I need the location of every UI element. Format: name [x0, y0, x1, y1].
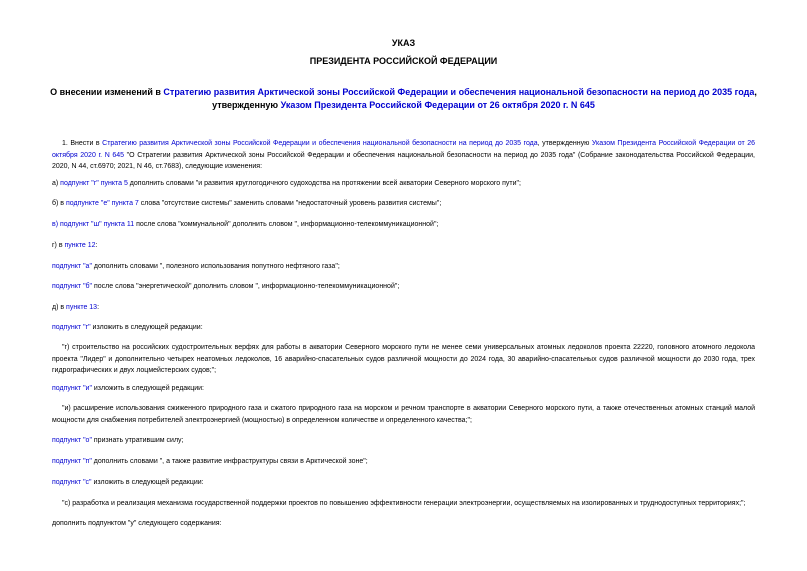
paragraph-a: [52, 178, 755, 190]
paragraph-d-u: дополнить подпунктом "у" следующего содержания:: [52, 520, 222, 527]
item1-text: "О Стратегии развития Арктической зоны Российской Федерации и обеспечения национальной безопасности на период до 2035 года" (Собрание законодательства Российской Федерации, 2020, N 44, ст.6970; 2021, N 46, ст.7683), следующие изменения:: [52, 151, 755, 170]
paragraph-text: признать утратившим силу;: [91, 437, 184, 444]
quoted-subparagraph-i: "и) расширение использования сжиженного природного газа и сжатого природного газа на морском и речном транспорте в акватории Северного морского пути, а также отечественных атомных станций малой мощности для снабжения потребителей электроэнергией (мощностью) в определенном количестве и определенного качества;";: [52, 405, 755, 424]
paragraph-text: изложить в следующей редакции:: [91, 479, 204, 486]
paragraph-g-a: [52, 261, 755, 273]
title-prefix: О внесении изменений в: [50, 87, 164, 97]
paragraph-text: изложить в следующей редакции:: [91, 385, 205, 392]
paragraph-d-p: [52, 456, 755, 468]
paragraph-text: г) в: [52, 242, 65, 249]
decree-title: [40, 86, 767, 112]
item1-text: 1. Внести в: [62, 140, 103, 147]
paragraph-text: а): [52, 180, 61, 187]
link-subparagraph-e-item-7[interactable]: подпункте "е" пункта 7: [65, 200, 139, 207]
paragraph-text: слова "отсутствие системы" заменить словами "недостаточный уровень развития системы";: [138, 200, 442, 207]
quoted-subparagraph-s: "с) разработка и реализация механизма государственной поддержки проектов по повышению эффективности генерации электроэнергии, осуществляемых на изолированных и труднодоступных территориях;";: [62, 500, 746, 507]
item1-text: , утвержденную: [537, 140, 592, 147]
paragraph-d-o: [52, 435, 755, 447]
decree-645-link[interactable]: Указом Президента Российской Федерации от 26 октября 2020 г. N 645: [280, 100, 595, 110]
item1-strategy-link[interactable]: Стратегию развития Арктической зоны Российской Федерации и обеспечения национальной безопасности на период до 2035 года: [102, 140, 538, 147]
paragraph-text: :: [95, 242, 98, 249]
paragraph-text: изложить в следующей редакции:: [90, 324, 203, 331]
paragraph-d-i-intro: [52, 383, 755, 395]
paragraph-d-s-intro: [52, 477, 755, 489]
issuer-heading: ПРЕЗИДЕНТА РОССИЙСКОЙ ФЕДЕРАЦИИ: [309, 56, 498, 66]
paragraph-text: после слова "энергетической" дополнить словом ", информационно-телекоммуникационной";: [92, 283, 400, 290]
paragraph-item-1: [52, 138, 755, 173]
link-subparagraph-sh-item-11[interactable]: в) подпункт "ш" пункта 11: [52, 221, 135, 228]
link-subparagraph-p[interactable]: подпункт "п": [52, 458, 92, 465]
decree-heading: УКАЗ: [391, 38, 416, 48]
link-subparagraph-o[interactable]: подпункт "о": [52, 437, 92, 444]
paragraph-text: б) в: [52, 200, 66, 207]
paragraph-text: дополнить словами ", а также развитие инфраструктуры связи в Арктической зоне";: [91, 458, 368, 465]
paragraph-text: :: [97, 304, 100, 311]
link-item-13[interactable]: пункте 13: [66, 304, 98, 311]
paragraph-d-g-intro: [52, 322, 755, 334]
link-subparagraph-a[interactable]: подпункт "а": [52, 263, 92, 270]
paragraph-v: [52, 219, 755, 231]
paragraph-g-b: [52, 281, 755, 293]
link-subparagraph-b[interactable]: подпункт "б": [52, 283, 93, 290]
item1-decree-link[interactable]: Указом Президента Российской Федерации от 26 октября 2020 г. N 645: [52, 140, 756, 159]
title-mid: , утвержденную: [212, 87, 757, 110]
link-subparagraph-s[interactable]: подпункт "с": [52, 479, 92, 486]
link-subparagraph-g-item-5[interactable]: подпункт "г" пункта 5: [60, 180, 128, 187]
link-item-12[interactable]: пункте 12: [64, 242, 96, 249]
quoted-subparagraph-g: "г) строительство на российских судостроительных верфях для работы в акватории Северного морского пути не менее семи универсальных атомных ледоколов проекта 22220, головного атомного ледокола проекта "Лидер" и дополнительно четырех неатомных ледоколов, 16 аварийно-спасательных судов различной мощности до 2024 года, 30 аварийно-спасательных судов различной мощности до 2030 года, трех гидрографических и двух лоцмейстерских судов;";: [52, 344, 755, 374]
paragraph-text: д) в: [52, 304, 67, 311]
link-subparagraph-g[interactable]: подпункт "г": [52, 324, 91, 331]
paragraph-d: [52, 302, 755, 314]
paragraph-text: дополнить словами "и развития круглогодичного судоходства на протяжении всей акватории Северного морского пути";: [127, 180, 521, 187]
paragraph-b: [52, 198, 755, 210]
paragraph-g: [52, 240, 755, 252]
paragraph-text: дополнить словами ", полезного использования попутного нефтяного газа";: [91, 263, 340, 270]
paragraph-text: после слова "коммунальной" дополнить словом ", информационно-телекоммуникационной";: [134, 221, 439, 228]
link-subparagraph-i[interactable]: подпункт "и": [52, 385, 92, 392]
strategy-link[interactable]: Стратегию развития Арктической зоны Российской Федерации и обеспечения национальной безопасности на период до 2035 года: [163, 87, 755, 97]
